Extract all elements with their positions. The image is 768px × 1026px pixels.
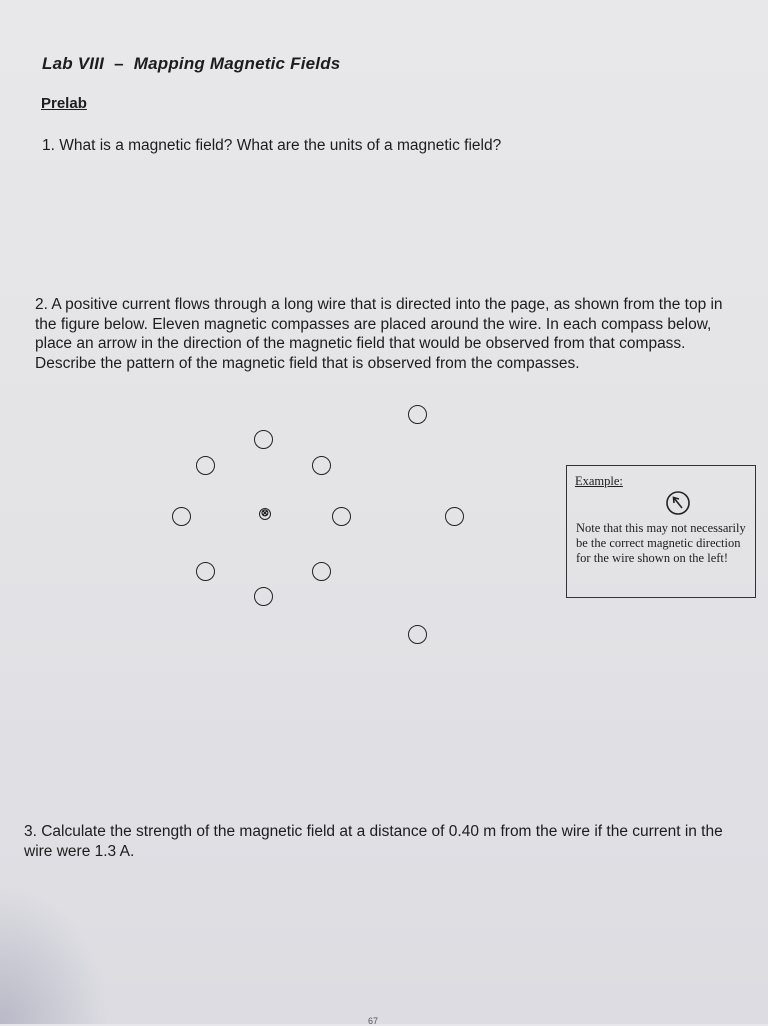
section-heading: Prelab (41, 95, 87, 112)
example-note: Note that this may not necessarily be the correct magnetic direction for the wire shown on the left! (576, 521, 746, 565)
compass-circle[interactable] (172, 507, 191, 526)
compass-circle[interactable] (254, 430, 273, 449)
compass-circle[interactable] (312, 562, 331, 581)
compass-circle[interactable] (445, 507, 464, 526)
compass-circle[interactable] (408, 405, 427, 424)
compass-circle[interactable] (332, 507, 351, 526)
example-compass-icon (665, 490, 691, 516)
compass-circle[interactable] (196, 456, 215, 475)
question-1: 1. What is a magnetic field? What are the units of a magnetic field? (42, 137, 502, 154)
lab-number: Lab VIII (42, 54, 105, 73)
example-label: Example: (575, 474, 623, 488)
compass-circle[interactable] (408, 625, 427, 644)
example-box (566, 465, 756, 598)
lab-subtitle: Mapping Magnetic Fields (133, 54, 341, 73)
wire-into-page-icon: ⊗ (260, 508, 270, 519)
page-title (42, 54, 340, 74)
compass-circle[interactable] (196, 562, 215, 581)
photo-shadow (0, 884, 110, 1024)
question-3: 3. Calculate the strength of the magnetic field at a distance of 0.40 m from the wire if the current in the wire were 1.3 A. (24, 823, 723, 860)
compass-circle[interactable] (254, 587, 273, 606)
question-2: 2. A positive current flows through a long wire that is directed into the page, as shown from the top in the figure below. Eleven magnetic compasses are placed around the wire. In each compass below, place an arrow in the direction of the magnetic field that would be observed from that compass. Describe the pattern of the magnetic field that is observed from the compasses. (35, 296, 723, 372)
compass-circle[interactable] (312, 456, 331, 475)
title-dash: – (114, 54, 124, 73)
page-number: 67 (368, 1016, 379, 1026)
